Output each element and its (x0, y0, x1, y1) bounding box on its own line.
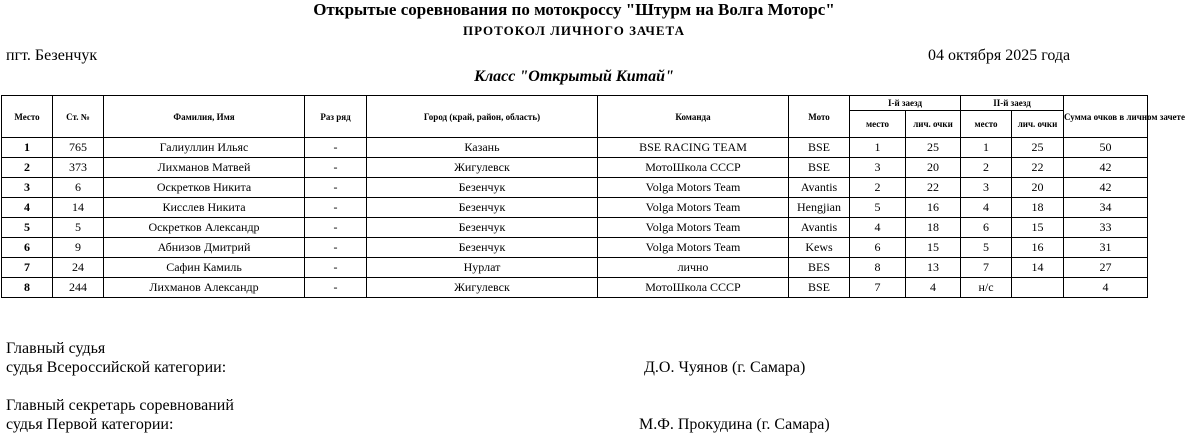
cell-r2-place: 3 (961, 178, 1012, 198)
cell-name: Оскретков Александр (104, 218, 305, 238)
cell-r2-points: 16 (1012, 238, 1064, 258)
col-header-name: Фамилия, Имя (104, 96, 305, 138)
cell-team: Volga Motors Team (598, 198, 789, 218)
cell-rank: - (305, 278, 367, 298)
cell-r1-points: 18 (906, 218, 961, 238)
cell-r2-place: 6 (961, 218, 1012, 238)
cell-team: BSE RACING TEAM (598, 138, 789, 158)
cell-name: Абнизов Дмитрий (104, 238, 305, 258)
cell-r2-place: 2 (961, 158, 1012, 178)
cell-place: 8 (2, 278, 53, 298)
cell-rank: - (305, 218, 367, 238)
table-row (2, 138, 1148, 158)
results-body (2, 138, 1148, 298)
cell-name: Лихманов Александр (104, 278, 305, 298)
col-header-r1-points: лич. очки (906, 111, 961, 138)
chief-judge-title: Главный судья (6, 340, 106, 357)
chief-secretary-name: М.Ф. Прокудина (г. Самара) (639, 416, 830, 433)
results-table (1, 95, 1185, 298)
cell-r1-points: 4 (906, 278, 961, 298)
col-header-sum: Сумма очков в личном зачете (1064, 96, 1148, 138)
cell-name: Галиуллин Ильяс (104, 138, 305, 158)
cell-r1-points: 25 (906, 138, 961, 158)
col-header-race1: I-й заезд (850, 96, 961, 111)
cell-team: МотоШкола СССР (598, 278, 789, 298)
cell-r2-place: 4 (961, 198, 1012, 218)
cell-moto: BSE (789, 158, 850, 178)
cell-place: 5 (2, 218, 53, 238)
cell-start-no: 765 (53, 138, 104, 158)
cell-sum: 42 (1064, 178, 1148, 198)
cell-start-no: 5 (53, 218, 104, 238)
cell-moto: BSE (789, 278, 850, 298)
cell-rank: - (305, 238, 367, 258)
table-row (2, 218, 1148, 238)
col-header-rank: Раз ряд (305, 96, 367, 138)
cell-r2-place: 1 (961, 138, 1012, 158)
cell-name: Лихманов Матвей (104, 158, 305, 178)
cell-sum: 31 (1064, 238, 1148, 258)
cell-place: 1 (2, 138, 53, 158)
cell-r1-place: 4 (850, 218, 906, 238)
cell-rank: - (305, 138, 367, 158)
cell-r1-place: 8 (850, 258, 906, 278)
cell-r1-points: 16 (906, 198, 961, 218)
chief-secretary-title: Главный секретарь соревнований (6, 397, 234, 414)
cell-city: Безенчук (367, 198, 598, 218)
header-row-top (2, 96, 1148, 111)
cell-r2-points: 14 (1012, 258, 1064, 278)
cell-sum: 27 (1064, 258, 1148, 278)
cell-city: Безенчук (367, 238, 598, 258)
cell-place: 3 (2, 178, 53, 198)
cell-start-no: 373 (53, 158, 104, 178)
cell-place: 7 (2, 258, 53, 278)
cell-moto: BES (789, 258, 850, 278)
cell-rank: - (305, 178, 367, 198)
cell-moto: Avantis (789, 218, 850, 238)
cell-city: Жигулевск (367, 278, 598, 298)
event-date: 04 октября 2025 года (928, 47, 1071, 64)
cell-moto: BSE (789, 138, 850, 158)
document-title: Открытые соревнования по мотокроссу "Штурм на Волга Моторс" (313, 0, 835, 19)
col-header-start-no: Ст. № (53, 96, 104, 138)
cell-city: Безенчук (367, 178, 598, 198)
table-row (2, 158, 1148, 178)
cell-moto: Hengjian (789, 198, 850, 218)
col-header-city: Город (край, район, область) (367, 96, 598, 138)
cell-start-no: 9 (53, 238, 104, 258)
cell-name: Оскретков Никита (104, 178, 305, 198)
cell-city: Нурлат (367, 258, 598, 278)
cell-moto: Avantis (789, 178, 850, 198)
cell-city: Жигулевск (367, 158, 598, 178)
cell-r1-points: 22 (906, 178, 961, 198)
table-row (2, 238, 1148, 258)
cell-team: МотоШкола СССР (598, 158, 789, 178)
protocol-subtitle: ПРОТОКОЛ ЛИЧНОГО ЗАЧЕТА (463, 23, 685, 38)
cell-sum: 33 (1064, 218, 1148, 238)
col-header-race2: II-й заезд (961, 96, 1064, 111)
cell-r1-points: 20 (906, 158, 961, 178)
event-place: пгт. Безенчук (6, 47, 98, 64)
cell-r2-points: 18 (1012, 198, 1064, 218)
col-header-moto: Мото (789, 96, 850, 138)
col-header-r1-place: место (850, 111, 906, 138)
cell-r1-place: 1 (850, 138, 906, 158)
cell-r2-points: 25 (1012, 138, 1064, 158)
cell-start-no: 14 (53, 198, 104, 218)
cell-rank: - (305, 258, 367, 278)
chief-secretary-category: судья Первой категории: (6, 416, 174, 433)
cell-sum: 4 (1064, 278, 1148, 298)
cell-r2-place: н/с (961, 278, 1012, 298)
cell-moto: Kews (789, 238, 850, 258)
table-row (2, 258, 1148, 278)
col-header-place: Место (2, 96, 53, 138)
cell-r2-place: 7 (961, 258, 1012, 278)
cell-sum: 42 (1064, 158, 1148, 178)
cell-sum: 50 (1064, 138, 1148, 158)
cell-r1-place: 6 (850, 238, 906, 258)
col-header-r2-place: место (961, 111, 1012, 138)
cell-r2-points: 22 (1012, 158, 1064, 178)
cell-name: Кисслев Никита (104, 198, 305, 218)
table-row (2, 198, 1148, 218)
table-row (2, 278, 1148, 298)
cell-r1-place: 5 (850, 198, 906, 218)
cell-rank: - (305, 158, 367, 178)
cell-sum: 34 (1064, 198, 1148, 218)
cell-r1-points: 13 (906, 258, 961, 278)
chief-judge-name: Д.О. Чуянов (г. Самара) (644, 359, 806, 376)
cell-start-no: 244 (53, 278, 104, 298)
cell-r1-place: 2 (850, 178, 906, 198)
cell-r2-points: 20 (1012, 178, 1064, 198)
col-header-r2-points: лич. очки (1012, 111, 1064, 138)
table-row (2, 178, 1148, 198)
cell-rank: - (305, 198, 367, 218)
cell-r2-points: 15 (1012, 218, 1064, 238)
cell-r2-place: 5 (961, 238, 1012, 258)
cell-place: 2 (2, 158, 53, 178)
cell-team: Volga Motors Team (598, 178, 789, 198)
cell-team: Volga Motors Team (598, 218, 789, 238)
class-name: Класс "Открытый Китай" (474, 68, 674, 85)
cell-r1-points: 15 (906, 238, 961, 258)
cell-team: лично (598, 258, 789, 278)
chief-judge-category: судья Всероссийской категории: (6, 359, 227, 376)
cell-place: 4 (2, 198, 53, 218)
cell-team: Volga Motors Team (598, 238, 789, 258)
cell-city: Казань (367, 138, 598, 158)
col-header-team: Команда (598, 96, 789, 138)
cell-r1-place: 3 (850, 158, 906, 178)
cell-r2-points (1012, 278, 1064, 298)
cell-place: 6 (2, 238, 53, 258)
cell-name: Сафин Камиль (104, 258, 305, 278)
cell-city: Безенчук (367, 218, 598, 238)
cell-start-no: 6 (53, 178, 104, 198)
cell-start-no: 24 (53, 258, 104, 278)
cell-r1-place: 7 (850, 278, 906, 298)
